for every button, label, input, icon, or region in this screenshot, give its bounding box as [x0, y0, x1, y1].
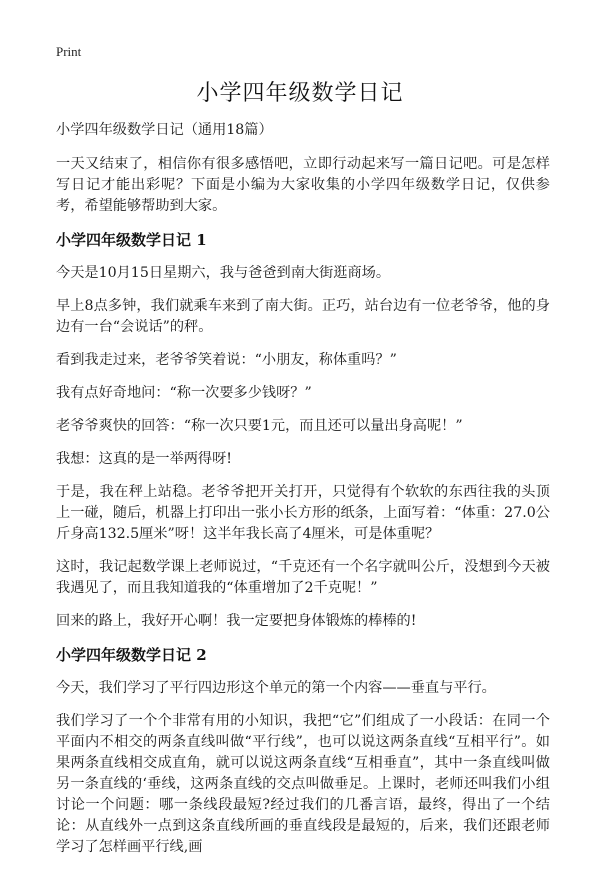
paragraph: 这时，我记起数学课上老师说过，“千克还有一个名字就叫公斤，没想到今天被我遇见了，而且我知道我的“体重增加了2千克呢！” — [56, 559, 550, 596]
section-heading-2: 小学四年级数学日记 2 — [56, 646, 207, 664]
document-body — [56, 120, 550, 870]
paragraph: 回来的路上，我好开心啊！我一定要把身体锻炼的棒棒的! — [56, 613, 417, 629]
paragraph: 今天，我们学习了平行四边形这个单元的第一个内容——垂直与平行。 — [56, 680, 496, 696]
paragraph: 老爷爷爽快的回答：“称一次只要1元，而且还可以量出身高呢！” — [56, 418, 463, 434]
paragraph: 我想：这真的是一举两得呀! — [56, 451, 232, 467]
paragraph: 我们学习了一个个非常有用的小知识，我把“它”们组成了一小段话：在同一个平面内不相交的两条直线叫做“平行线”，也可以说这两条直线“互相平行”。如果两条直线相交成直角，就可以说这两条直线“互相垂直”，其中一条直线叫做另一条直线的‘垂线，这两条直线的交点叫做垂足。上课时，老师还叫我们小组讨论一个问题：哪一条线段最短?经过我们的几番言语，最终，得出了一个结论：从直线外一点到这条直线所画的垂直线段是最短的，后来，我们还跟老师学习了怎样画平行线,画 — [56, 713, 550, 855]
paragraph: 于是，我在秤上站稳。老爷爷把开关打开，只觉得有个软软的东西往我的头顶上一碰，随后，机器上打印出一张小长方形的纸条，上面写着：“体重：27.0公斤身高132.5厘米”呀！这半年我长高了4厘米，可是体重呢？ — [56, 484, 550, 542]
document-subtitle: 小学四年级数学日记（通用18篇） — [56, 122, 273, 138]
paragraph: 今天是10月15日星期六，我与爸爸到南大街逛商场。 — [56, 265, 391, 281]
section-heading-1: 小学四年级数学日记 1 — [56, 231, 207, 249]
paragraph: 我有点好奇地问：“称一次要多少钱呀？” — [56, 385, 312, 401]
print-link[interactable]: Print — [56, 44, 82, 59]
paragraph: 早上8点多钟，我们就乘车来到了南大街。正巧，站台边有一位老爷爷，他的身边有一台“会说话”的秤。 — [56, 298, 550, 335]
document-title: 小学四年级数学日记 — [196, 81, 404, 106]
intro-paragraph: 一天又结束了，相信你有很多感悟吧，立即行动起来写一篇日记吧。可是怎样写日记才能出彩呢？下面是小编为大家收集的小学四年级数学日记，仅供参考，希望能够帮助到大家。 — [56, 156, 550, 214]
paragraph: 看到我走过来，老爷爷笑着说：“小朋友，称体重吗？” — [56, 352, 397, 368]
